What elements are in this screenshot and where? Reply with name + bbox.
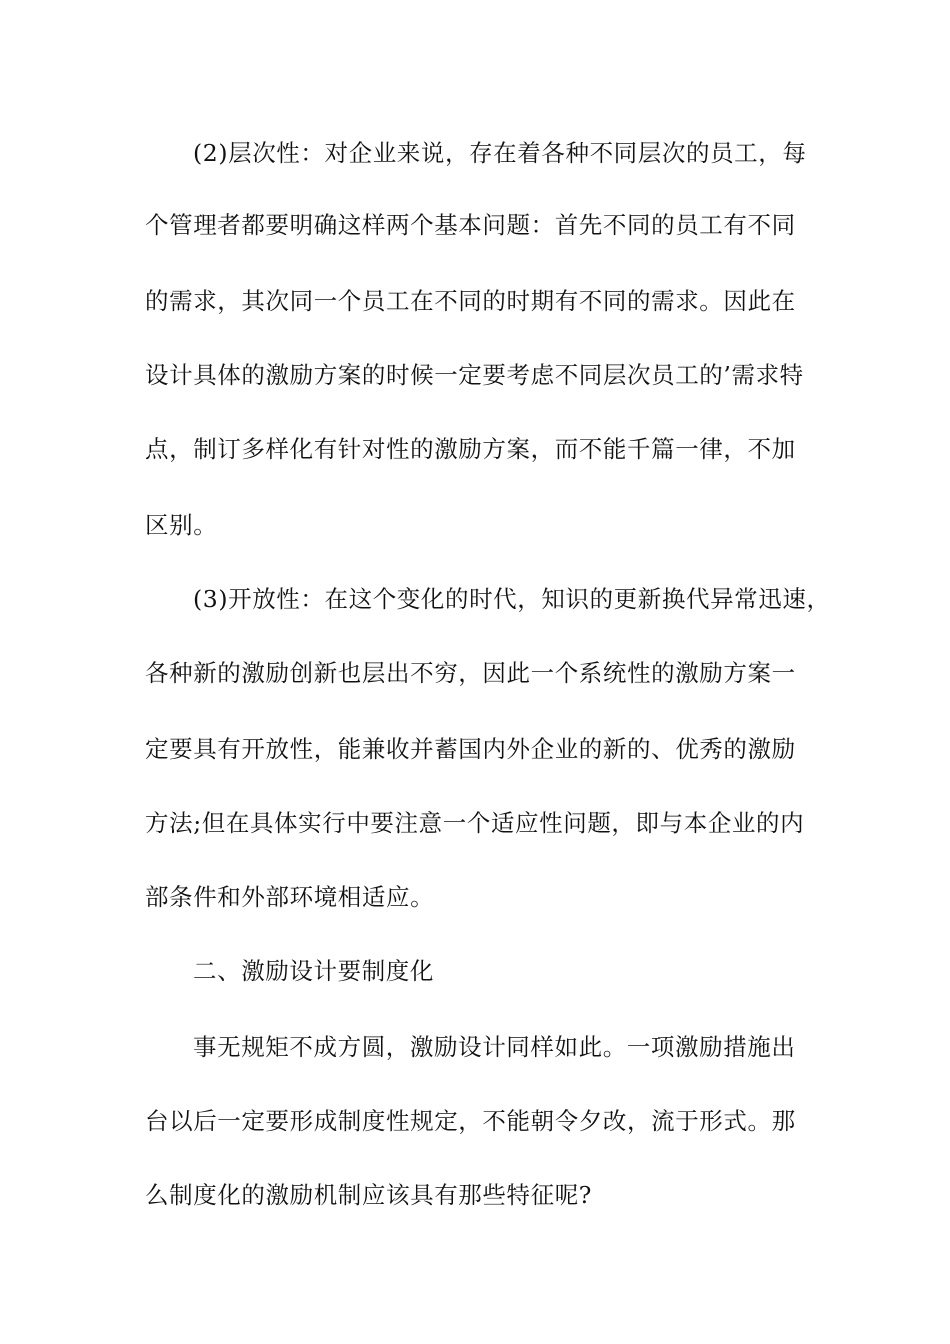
paragraph-line: 区别。: [145, 511, 218, 539]
paragraph-line: 的需求，其次同一个员工在不同的时期有不同的需求。因此在: [145, 287, 796, 315]
paragraph-line: (2)层次性：对企业来说，存在着各种不同层次的员工，每: [193, 139, 807, 167]
paragraph-line: 个管理者都要明确这样两个基本问题：首先不同的员工有不同: [145, 211, 796, 239]
paragraph-line: 么制度化的激励机制应该具有那些特征呢?: [145, 1181, 592, 1209]
paragraph-line: 方法;但在具体实行中要注意一个适应性问题，即与本企业的内: [145, 809, 805, 837]
paragraph-line: 点，制订多样化有针对性的激励方案，而不能千篇一律，不加: [145, 435, 796, 463]
paragraph-line: 部条件和外部环境相适应。: [145, 883, 435, 911]
section-heading: 二、激励设计要制度化: [193, 957, 434, 985]
paragraph-line: 定要具有开放性，能兼收并蓄国内外企业的新的、优秀的激励: [145, 735, 796, 763]
paragraph-line: 设计具体的激励方案的时候一定要考虑不同层次员工的’需求特: [145, 361, 804, 389]
paragraph-line: 事无规矩不成方圆，激励设计同样如此。一项激励措施出: [193, 1033, 796, 1061]
paragraph-line: 台以后一定要形成制度性规定，不能朝令夕改，流于形式。那: [145, 1107, 796, 1135]
paragraph-line: (3)开放性：在这个变化的时代，知识的更新换代异常迅速，: [193, 585, 831, 613]
paragraph-line: 各种新的激励创新也层出不穷，因此一个系统性的激励方案一: [145, 659, 796, 687]
